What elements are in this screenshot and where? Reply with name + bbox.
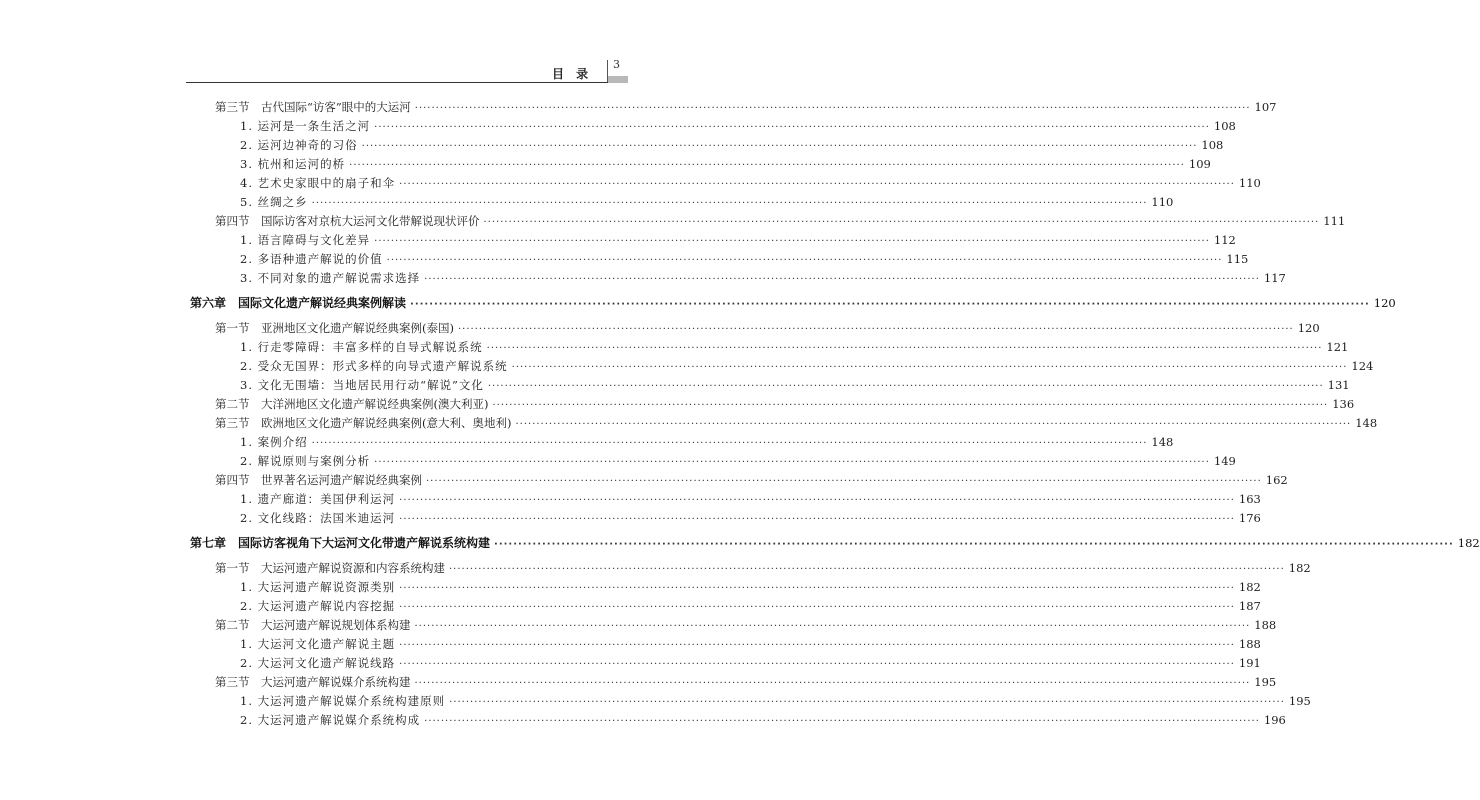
toc-entry-page-number: 108 [1213,119,1236,133]
toc-entry-page-number: 195 [1288,694,1311,708]
toc-entry-label: 第四节 世界著名运河遗产解说经典案例 [215,473,422,487]
toc-entry-page-number: 107 [1254,100,1277,114]
toc-entry-page-number: 176 [1238,511,1261,525]
toc-entry-section [215,320,1320,336]
toc-entry-label: 1. 大运河遗产解说资源类别 [240,580,396,594]
page-number-box-shadow [608,76,628,83]
toc-entry-label: 2. 解说原则与案例分析 [240,454,371,468]
toc-dot-leader: ········································································································································································································ [374,122,1210,133]
toc-entry-item [240,118,1236,134]
toc-entry-page-number: 112 [1213,233,1236,247]
toc-dot-leader: ········································································································································································································ [399,602,1235,613]
toc-entry-page-number: 182 [1288,561,1311,575]
toc-dot-leader: ········································································································································································································ [483,217,1320,228]
toc-entry-section [215,560,1311,576]
toc-entry-item [240,270,1286,286]
toc-entry-section [215,617,1277,633]
toc-entry-page-number: 136 [1332,397,1355,411]
toc-entry-item [240,339,1349,355]
toc-entry-page-number: 120 [1297,321,1320,335]
toc-dot-leader: ········································································································································································································ [399,659,1235,670]
toc-entry-item [240,434,1174,450]
toc-entry-label: 第三节 大运河遗产解说媒介系统构建 [215,675,411,689]
toc-dot-leader: ········································································································································································································ [374,457,1210,468]
toc-entry-item [240,636,1261,652]
toc-entry-label: 2. 多语种遗产解说的价值 [240,252,383,266]
toc-entry-page-number: 131 [1327,378,1350,392]
toc-entry-label: 第二节 大洋洲地区文化遗产解说经典案例(澳大利亚) [215,397,489,411]
toc-dot-leader: ········································································································································································································ [511,362,1348,373]
toc-entry-section [215,99,1277,115]
toc-entry-label: 2. 受众无国界：形式多样的向导式遗产解说系统 [240,359,508,373]
toc-entry-item [240,453,1236,469]
toc-entry-page-number: 117 [1263,271,1286,285]
toc-dot-leader: ········································································································································································································ [492,400,1329,411]
toc-entry-section [215,213,1346,229]
toc-entry-page-number: 111 [1323,214,1346,228]
toc-entry-label: 3. 不同对象的遗产解说需求选择 [240,271,421,285]
toc-entry-label: 2. 运河边神奇的习俗 [240,138,358,152]
toc-entry-item [240,693,1311,709]
toc-dot-leader: ········································································································································································································ [311,198,1148,209]
toc-entry-label: 3. 文化无围墙：当地居民用行动“解说”文化 [240,378,484,392]
toc-entry-label: 1. 案例介绍 [240,435,308,449]
toc-entry-chapter [190,294,1396,311]
toc-entry-label: 第三节 古代国际“访客”眼中的大运河 [215,100,411,114]
toc-entry-section [215,415,1378,431]
toc-dot-leader: ········································································································································································································ [361,141,1198,152]
toc-entry-page-number: 195 [1254,675,1277,689]
toc-entry-label: 1. 行走零障碍：丰富多样的自导式解说系统 [240,340,483,354]
toc-entry-page-number: 191 [1238,656,1261,670]
header-rule [186,82,608,83]
toc-dot-leader: ········································································································································································································ [414,103,1251,114]
toc-entry-label: 1. 大运河文化遗产解说主题 [240,637,396,651]
toc-entry-page-number: 182 [1238,580,1261,594]
toc-entry-section [215,674,1277,690]
toc-entry-page-number: 148 [1355,416,1378,430]
toc-entry-page-number: 110 [1238,176,1261,190]
toc-entry-label: 2. 大运河遗产解说内容挖掘 [240,599,396,613]
toc-entry-page-number: 162 [1265,473,1288,487]
toc-entry-label: 1. 遗产廊道：美国伊利运河 [240,492,396,506]
toc-entry-item [240,598,1261,614]
toc-entry-page-number: 109 [1188,157,1211,171]
toc-entry-page-number: 121 [1326,340,1349,354]
toc-dot-leader: ········································································································································································································ [374,236,1210,247]
toc-dot-leader: ········································································································································································································ [410,299,1370,310]
toc-entry-item [240,712,1286,728]
toc-dot-leader: ········································································································································································································ [414,678,1251,689]
toc-entry-page-number: 124 [1351,359,1374,373]
toc-dot-leader: ········································································································································································································ [457,324,1294,335]
toc-dot-leader: ········································································································································································································ [494,539,1454,550]
toc-entry-label: 第一节 大运河遗产解说资源和内容系统构建 [215,561,445,575]
toc-dot-leader: ········································································································································································································ [349,160,1185,171]
toc-entry-item [240,175,1261,191]
toc-dot-leader: ········································································································································································································ [399,583,1235,594]
toc-entry-label: 第七章 国际访客视角下大运河文化带遗产解说系统构建 [190,536,491,550]
toc-dot-leader: ········································································································································································································ [399,179,1235,190]
table-of-contents [0,93,1480,793]
running-header-title: 目 录 [552,67,593,81]
toc-entry-label: 5. 丝绸之乡 [240,195,308,209]
toc-dot-leader: ········································································································································································································ [414,621,1251,632]
toc-entry-page-number: 149 [1213,454,1236,468]
toc-dot-leader: ········································································································································································································ [424,274,1260,285]
toc-dot-leader: ········································································································································································································ [515,419,1352,430]
toc-entry-label: 第六章 国际文化遗产解说经典案例解读 [190,296,407,310]
toc-entry-item [240,358,1374,374]
toc-dot-leader: ········································································································································································································ [311,438,1148,449]
toc-entry-item [240,251,1249,267]
toc-dot-leader: ········································································································································································································ [399,495,1235,506]
toc-entry-label: 2. 大运河文化遗产解说线路 [240,656,396,670]
toc-entry-page-number: 188 [1238,637,1261,651]
toc-entry-section [215,396,1355,412]
toc-entry-label: 4. 艺术史家眼中的扇子和伞 [240,176,396,190]
toc-entry-item [240,579,1261,595]
toc-dot-leader: ········································································································································································································ [449,564,1285,575]
toc-entry-chapter [190,534,1480,551]
toc-entry-page-number: 187 [1238,599,1261,613]
toc-entry-label: 第四节 国际访客对京杭大运河文化带解说现状评价 [215,214,480,228]
toc-dot-leader: ········································································································································································································ [487,381,1324,392]
toc-entry-label: 2. 大运河遗产解说媒介系统构成 [240,713,421,727]
toc-entry-page-number: 148 [1151,435,1174,449]
toc-entry-page-number: 163 [1238,492,1261,506]
toc-entry-section [215,472,1288,488]
toc-entry-label: 1. 大运河遗产解说媒介系统构建原则 [240,694,446,708]
toc-dot-leader: ········································································································································································································ [449,697,1285,708]
toc-entry-item [240,510,1261,526]
toc-dot-leader: ········································································································································································································ [399,514,1235,525]
toc-entry-label: 1. 运河是一条生活之河 [240,119,371,133]
toc-entry-item [240,156,1211,172]
toc-entry-label: 2. 文化线路：法国米迪运河 [240,511,396,525]
toc-entry-page-number: 120 [1373,296,1396,310]
toc-dot-leader: ········································································································································································································ [426,476,1262,487]
toc-entry-item [240,377,1350,393]
toc-entry-page-number: 110 [1151,195,1174,209]
toc-entry-label: 3. 杭州和运河的桥 [240,157,346,171]
toc-entry-item [240,232,1236,248]
toc-dot-leader: ········································································································································································································ [386,255,1223,266]
toc-entry-label: 第二节 大运河遗产解说规划体系构建 [215,618,411,632]
page-number: 3 [613,58,620,71]
toc-entry-item [240,655,1261,671]
toc-entry-page-number: 115 [1226,252,1249,266]
toc-entry-label: 第三节 欧洲地区文化遗产解说经典案例(意大利、奥地利) [215,416,512,430]
toc-entry-label: 第一节 亚洲地区文化遗产解说经典案例(泰国) [215,321,454,335]
toc-dot-leader: ········································································································································································································ [399,640,1235,651]
toc-dot-leader: ········································································································································································································ [486,343,1323,354]
toc-entry-page-number: 188 [1254,618,1277,632]
toc-entry-item [240,194,1174,210]
toc-entry-item [240,491,1261,507]
toc-entry-page-number: 108 [1201,138,1224,152]
toc-entry-item [240,137,1224,153]
toc-entry-page-number: 182 [1457,536,1480,550]
toc-dot-leader: ········································································································································································································ [424,716,1260,727]
toc-entry-page-number: 196 [1263,713,1286,727]
toc-entry-label: 1. 语言障碍与文化差异 [240,233,371,247]
